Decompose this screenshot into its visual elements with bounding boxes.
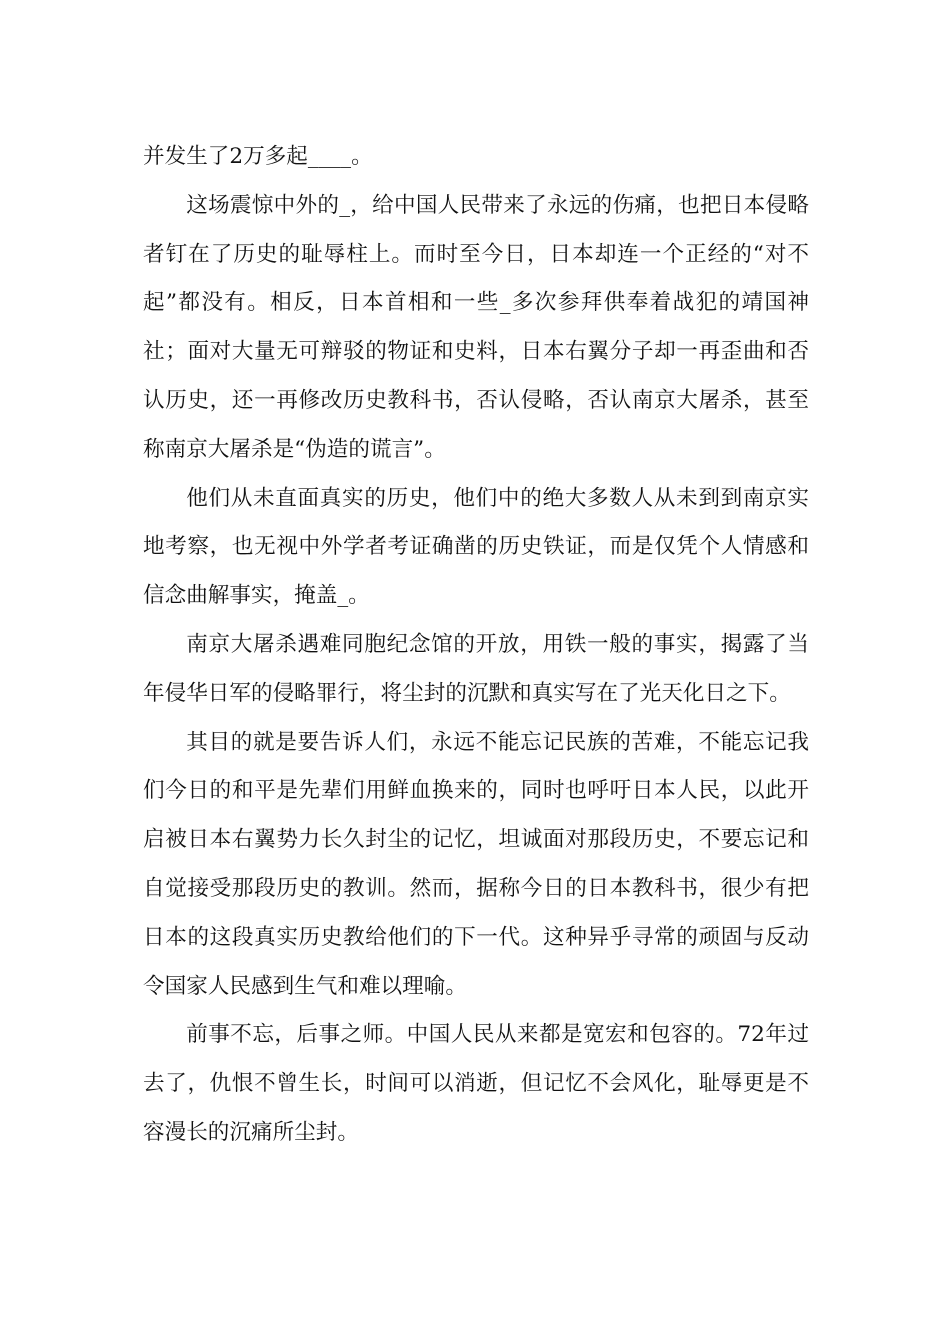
paragraph-2: 这场震惊中外的_，给中国人民带来了永远的伤痛，也把日本侵略者钉在了历史的耻辱柱上。而时至今日，日本却连一个正经的“对不起”都没有。相反，日本首相和一些_多次参拜供奉着战犯的靖国神社；面对大量无可辩驳的物证和史料，日本右翼分子却一再歪曲和否认历史，还一再修改历史教科书，否认侵略，否认南京大屠杀，甚至称南京大屠杀是“伪造的谎言”。 <box>143 192 809 462</box>
paragraph-3: 他们从未直面真实的历史，他们中的绝大多数人从未到到南京实地考察，也无视中外学者考证确凿的历史铁证，而是仅凭个人情感和信念曲解事实，掩盖_。 <box>143 485 809 609</box>
document-body <box>143 133 809 1158</box>
paragraph-6: 前事不忘，后事之师。中国人民从来都是宽宏和包容的。72年过去了，仇恨不曾生长，时间可以消逝，但记忆不会风化，耻辱更是不容漫长的沉痛所尘封。 <box>143 1022 809 1145</box>
paragraph-5: 其目的就是要告诉人们，永远不能忘记民族的苦难，不能忘记我们今日的和平是先辈们用鲜血换来的，同时也呼吁日本人民，以此开启被日本右翼势力长久封尘的记忆，坦诚面对那段历史，不要忘记和自觉接受那段历史的教训。然而，据称今日的日本教科书，很少有把日本的这段真实历史教给他们的下一代。这种异乎寻常的顽固与反动令国家人民感到生气和难以理喻。 <box>143 729 809 999</box>
paragraph-4: 南京大屠杀遇难同胞纪念馆的开放，用铁一般的事实，揭露了当年侵华日军的侵略罪行，将尘封的沉默和真实写在了光天化日之下。 <box>143 631 809 706</box>
paragraph-1: 并发生了2万多起____。 <box>143 144 373 169</box>
